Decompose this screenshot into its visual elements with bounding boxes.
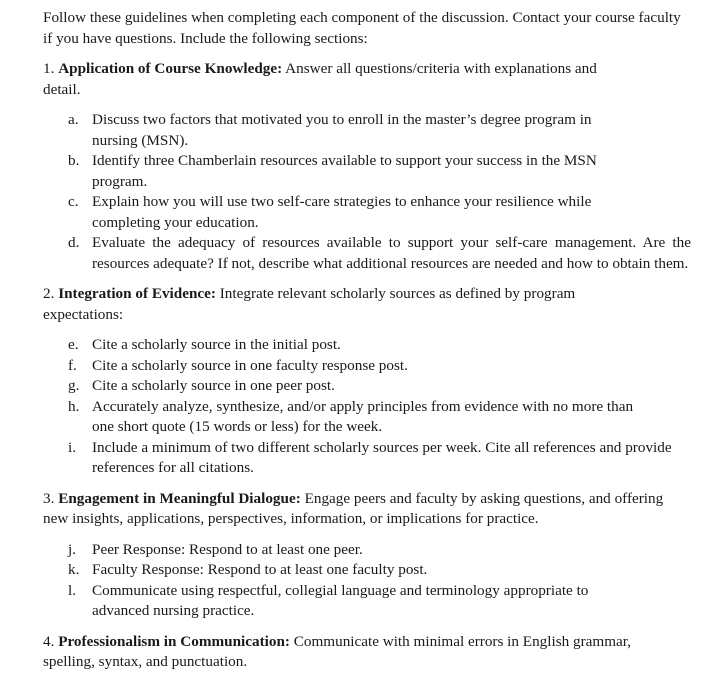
section-description: Integrate relevant scholarly sources as defined by program expectations: — [43, 285, 576, 323]
section-professionalism-in-communication — [43, 632, 691, 673]
section-title: Professionalism in Communication: — [58, 632, 290, 650]
list-item — [68, 151, 623, 192]
section-title: Integration of Evidence: — [58, 285, 216, 302]
list-item — [68, 397, 653, 438]
section-heading — [43, 489, 691, 530]
list-item-text: Accurately analyze, synthesize, and/or apply principles from evidence with no more than one short quote (15 words or less) for the week. — [92, 397, 634, 435]
list-marker: i. — [68, 438, 77, 456]
list-marker: k. — [68, 561, 80, 578]
list-marker: f. — [68, 356, 77, 374]
section-number: 4. — [43, 632, 55, 650]
list-item-text: Cite a scholarly source in the initial post. — [92, 336, 341, 353]
section-title: Application of Course Knowledge: — [58, 60, 283, 77]
section-heading — [43, 59, 618, 100]
list-marker: j. — [68, 540, 77, 558]
list-item — [68, 335, 691, 356]
list-item — [68, 540, 691, 561]
section-title: Engagement in Meaningful Dialogue: — [58, 489, 301, 507]
list-item-text: Explain how you will use two self-care strategies to enhance your resilience while completing your education. — [92, 193, 592, 231]
list-item-text: Cite a scholarly source in one peer post. — [92, 377, 335, 394]
intro-paragraph: Follow these guidelines when completing each component of the discussion. Contact your course faculty if you have questions. Include the following sections: — [43, 9, 681, 47]
list-marker: h. — [68, 397, 80, 415]
list-item-text: Communicate using respectful, collegial language and terminology appropriate to advanced nursing practice. — [92, 581, 589, 619]
list-item — [68, 233, 691, 274]
list-item — [68, 192, 643, 233]
list-item-text: Identify three Chamberlain resources available to support your success in the MSN program. — [92, 152, 597, 190]
list-item — [68, 438, 691, 479]
section-engagement-in-meaningful-dialogue — [43, 489, 691, 622]
list-item-text: Evaluate the adequacy of resources available to support your self-care management. Are the resources adequate? If not, describe what additional resources are needed and how to obtain them. — [92, 234, 691, 272]
section-heading — [43, 632, 633, 673]
criteria-list — [43, 335, 691, 479]
section-number: 2. — [43, 285, 55, 302]
list-item — [68, 110, 623, 151]
section-description: Answer all questions/criteria with explanations and detail. — [43, 60, 597, 98]
list-item — [68, 560, 691, 581]
list-item-text: Include a minimum of two different scholarly sources per week. Cite all references and provide references for all citations. — [92, 438, 672, 476]
criteria-list — [43, 540, 691, 622]
section-heading — [43, 284, 628, 325]
list-marker: d. — [68, 234, 80, 251]
list-marker: g. — [68, 377, 80, 394]
list-item — [68, 376, 691, 397]
list-marker: l. — [68, 581, 77, 599]
criteria-list — [43, 110, 691, 274]
section-application-of-course-knowledge — [43, 59, 691, 274]
list-item-text: Discuss two factors that motivated you to enroll in the master’s degree program in nursing (MSN). — [92, 111, 592, 149]
list-item-text: Peer Response: Respond to at least one peer. — [92, 540, 363, 558]
list-marker: b. — [68, 152, 80, 169]
list-item — [68, 356, 691, 377]
section-integration-of-evidence — [43, 284, 691, 479]
list-item — [68, 581, 638, 622]
list-marker: e. — [68, 336, 79, 353]
section-number: 3. — [43, 489, 55, 507]
section-description: Communicate with minimal errors in English grammar, spelling, syntax, and punctuation. — [43, 632, 631, 670]
list-item-text: Faculty Response: Respond to at least one faculty post. — [92, 561, 428, 578]
list-item-text: Cite a scholarly source in one faculty response post. — [92, 356, 408, 374]
list-marker: c. — [68, 193, 79, 210]
list-marker: a. — [68, 111, 79, 128]
section-number: 1. — [43, 60, 55, 77]
section-description: Engage peers and faculty by asking questions, and offering new insights, applications, perspectives, information, or implications for practice. — [43, 489, 664, 527]
